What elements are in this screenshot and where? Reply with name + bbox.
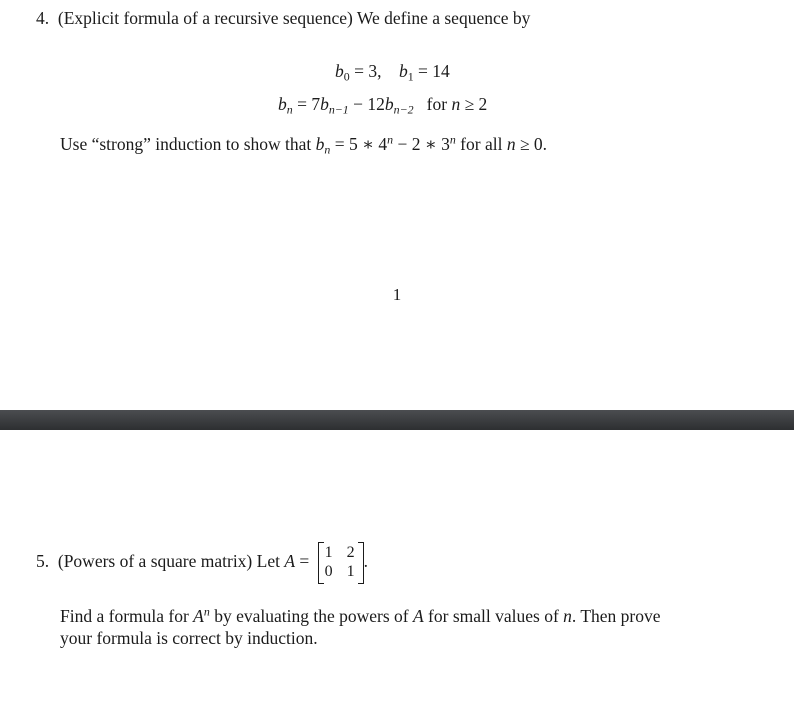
page-number: 1: [392, 285, 402, 304]
matrix-a: [318, 542, 364, 584]
matrix-cell: 1: [346, 563, 355, 580]
matrix-cell: 0: [324, 563, 333, 580]
matrix-cell: 1: [324, 544, 333, 561]
problem-title: (Powers of a square matrix) Let: [57, 551, 285, 572]
problem-5-statement-line-1: Find a formula for $A^n$ by evaluating the powers of A for small values of n. Then prove: [60, 604, 661, 626]
matrix-cell: 2: [346, 544, 355, 561]
problem-4-statement: Use “strong” induction to show that $b_n = 5$ ∗ $4^n - 2$ ∗ 3$^n$ for all n ≥ 0.: [60, 132, 548, 157]
problem-number: 4.: [36, 8, 50, 28]
recurrence-relation: $b_n = 7b_{n-1} - 12b_{n-2}$ for n ≥ 2: [278, 94, 488, 117]
problem-5-statement-line-2: your formula is correct by induction.: [60, 628, 318, 648]
problem-5-heading: 5. (Powers of a square matrix) Let A = 1 2 0 1 .: [36, 542, 368, 584]
page-divider: [0, 410, 794, 430]
initial-conditions: $b_0 = 3$, $b_1 = 14$: [335, 61, 450, 84]
page-2: [0, 430, 794, 708]
problem-4-heading: [36, 7, 530, 29]
problem-title: (Explicit formula of a recursive sequence) We define a sequence by: [57, 8, 531, 28]
problem-number: 5.: [36, 551, 50, 572]
